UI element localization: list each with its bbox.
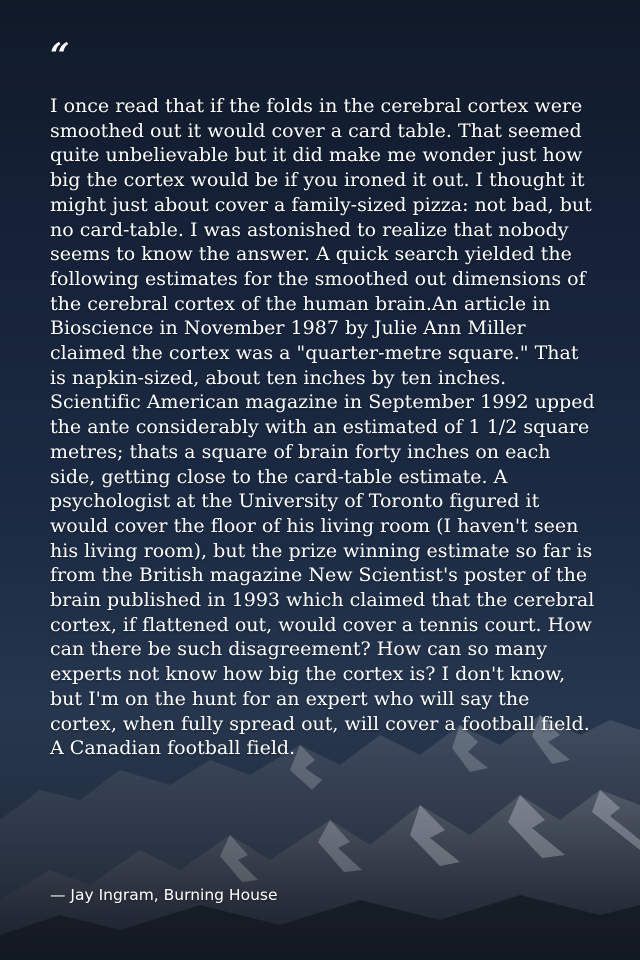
quote-mark-icon: “: [50, 36, 70, 76]
quote-attribution: — Jay Ingram, Burning House: [50, 886, 278, 904]
quote-text: I once read that if the folds in the cerebral cortex were smoothed out it would cover a card table. That seemed quite unbelievable but it did make me wonder just how big the cortex would be if you ironed it out. I thought it might just about cover a family-sized pizza: not bad, but no card-table. I was astonished to realize that nobody seems to know the answer. A quick search yielded the following estimates for the smoothed out dimensions of the cerebral cortex of the human brain.An article in Bioscience in November 1987 by Julie Ann Miller claimed the cortex was a "quarter-metre square." That is napkin-sized, about ten inches by ten inches. Scientific American magazine in September 1992 upped the ante considerably with an estimated of 1 1/2 square metres; thats a square of brain forty inches on each side, getting close to the card-table estimate. A psychologist at the University of Toronto figured it would cover the floor of his living room (I haven't seen his living room), but the prize winning estimate so far is from the British magazine New Scientist's poster of the brain published in 1993 which claimed that the cerebral cortex, if flattened out, would cover a tennis court. How can there be such disagreement? How can so many experts not know how big the cortex is? I don't know, but I'm on the hunt for an expert who will say the cortex, when fully spread out, will cover a football field. A Canadian football field.: [50, 95, 595, 760]
